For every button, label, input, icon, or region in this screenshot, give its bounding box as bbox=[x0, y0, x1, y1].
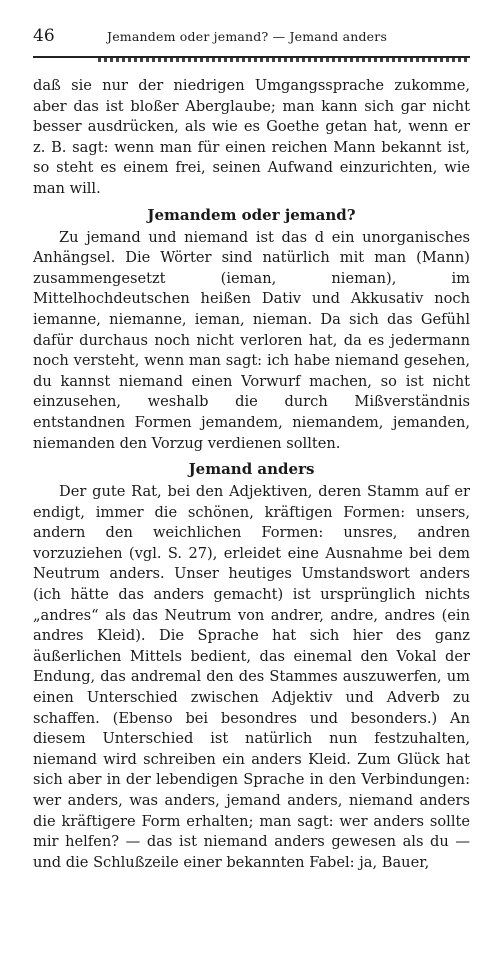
page-body bbox=[33, 76, 470, 873]
paragraph-jemand-anders: Der gute Rat, bei den Adjektiven, deren Stamm auf er endigt, immer die schönen, kräftigen Formen: unsers, andern den weichlichen Formen: unsres, andren vorzuziehen (vgl. S. 27), erleidet eine Ausnahme bei dem Neutrum anders. Unser heutiges Umstandswort anders (ich hätte das anders gemacht) ist ursprünglich nichts „andres“ als das Neutrum von andrer, andre, andres (ein andres Kleid). Die Sprache hat sich hier des ganz äußerlichen Mittels bedient, das einemal den Vokal der Endung, das andremal den des Stammes auszuwerfen, um einen Unterschied zwischen Adjektiv und Adverb zu schaffen. (Ebenso bei besondres und besonders.) An diesem Unterschied ist natürlich nun festzuhalten, niemand wird schreiben ein anders Kleid. Zum Glück hat sich aber in der lebendigen Sprache in den Verbindungen: wer anders, was anders, jemand anders, niemand anders die kräftigere Form erhalten; man sagt: wer anders sollte mir helfen? — das ist niemand anders gewesen als du — und die Schlußzeile einer bekannten Fabel: ja, Bauer, bbox=[33, 483, 470, 871]
header-rule bbox=[98, 58, 470, 62]
section-heading-jemand-anders: Jemand anders bbox=[188, 460, 315, 479]
paragraph-jemandem: Zu jemand und niemand ist das d ein unorganisches Anhängsel. Die Wörter sind natürlich mit man (Mann) zusammengesetzt (ieman, nieman), im Mittelhochdeutschen heißen Dativ und Akkusativ noch iemanne, niemanne, ieman, nieman. Da sich das Gefühl dafür durchaus noch nicht verloren hat, da es jedermann noch versteht, wenn man sagt: ich habe niemand gesehen, du kannst niemand einen Vorwurf machen, so ist nicht einzusehen, weshalb die durch Mißverständnis entstandnen Formen jemandem, niemandem, jemanden, niemanden den Vorzug verdienen sollten. bbox=[33, 228, 470, 452]
paragraph-intro: daß sie nur der niedrigen Umgangssprache zukomme, aber das ist bloßer Aberglaube; man kann sich gar nicht besser ausdrücken, als wie es Goethe getan hat, wenn er z. B. sagt: wenn man für einen reichen Mann bekannt ist, so steht es einem frei, seinen Aufwand einzurichten, wie man will. bbox=[33, 77, 470, 197]
page-number: 46 bbox=[33, 26, 55, 46]
running-title: Jemandem oder jemand? — Jemand anders bbox=[107, 29, 388, 44]
page-header bbox=[33, 26, 470, 58]
section-heading-jemandem: Jemandem oder jemand? bbox=[147, 205, 356, 224]
